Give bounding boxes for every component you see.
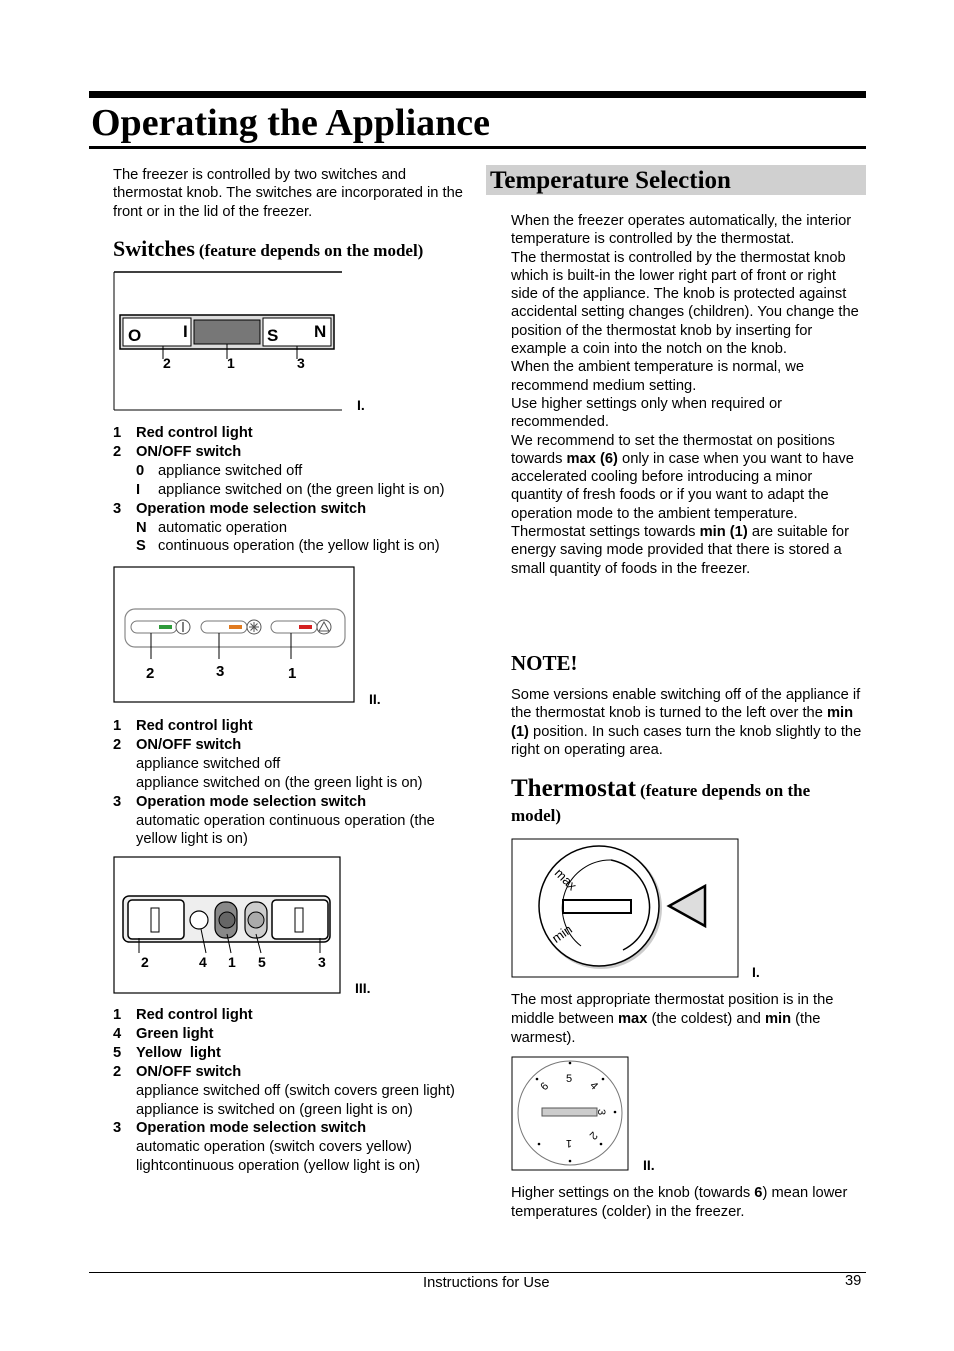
- legend-subitem: N automatic operation: [136, 519, 288, 536]
- thermostat-dial-figure-2: [511, 1056, 631, 1172]
- legend-figure-2: [113, 717, 473, 849]
- legend-item: 1 Red control light: [113, 425, 253, 441]
- orange-indicator: [229, 625, 242, 629]
- temperature-text: [511, 212, 863, 578]
- dial-number-5: 5: [566, 1073, 573, 1085]
- legend-subitem: 0 appliance switched off: [136, 462, 303, 479]
- callout-1: 1: [228, 954, 236, 970]
- temperature-paragraph: The thermostat is controlled by the thermostat knob which is built-in the lower right part of front or right side of the appliance. The knob is protected against accidental setting changes (children). You change the position of the thermostat knob by inserting for example a coin into the notch on the knob.: [511, 249, 859, 358]
- legend-item: 4 Green light: [113, 1025, 214, 1042]
- page-title: Operating the Appliance: [91, 102, 491, 144]
- legend-line: appliance is switched on (green light is on): [136, 1101, 413, 1118]
- callout-2: 2: [146, 665, 155, 682]
- callout-2: 2: [163, 355, 171, 371]
- page-number: 39: [845, 1273, 862, 1289]
- switches-heading-sub: (feature depends on the model): [198, 241, 424, 260]
- switch-panel-figure-2: [113, 566, 358, 706]
- intro-paragraph: The freezer is controlled by two switches and thermostat knob. The switches are incorporated in the front or in the lid of the freezer.: [113, 167, 463, 220]
- legend-subitem: S continuous operation (the yellow light is on): [136, 538, 440, 555]
- legend-item: 2 ON/OFF switch: [113, 736, 242, 753]
- snowflake-icon: [249, 622, 259, 632]
- legend-figure-1: [113, 424, 473, 556]
- footer-rule: [89, 1272, 866, 1273]
- callout-2: 2: [141, 954, 149, 970]
- switches-heading: [113, 236, 423, 262]
- min-label: min: [549, 921, 575, 946]
- legend-subitem: I appliance switched on (the green light is on): [136, 481, 445, 498]
- thermostat-knob-figure-1: [511, 838, 741, 980]
- switch-panel-figure-3: [113, 856, 343, 996]
- temperature-selection-heading: Temperature Selection: [490, 167, 731, 194]
- temperature-paragraph: Thermostat settings towards min (1) are suitable for energy saving mode provided that there is stored a small quantity of foods in the freezer.: [511, 524, 849, 577]
- temperature-paragraph: We recommend to set the thermostat on positions towards max (6) only in case when you want to have accelerated cooling before introducing a minor quantity of fresh foods or if you want to adapt the operation mode to the ambient temperature.: [511, 432, 854, 522]
- temperature-paragraph: When the ambient temperature is normal, we recommend medium setting.: [511, 359, 805, 394]
- switches-heading-main: Switches: [113, 236, 195, 261]
- legend-line: automatic operation (switch covers yellow): [136, 1139, 412, 1156]
- dial-number-1: 1: [565, 1137, 572, 1149]
- red-indicator: [299, 625, 312, 629]
- legend-item: 3 Operation mode selection switch: [113, 793, 367, 810]
- temperature-paragraph: When the freezer operates automatically, the interior temperature is controlled by the thermostat.: [511, 213, 852, 248]
- thermostat-heading-main: Thermostat: [511, 775, 636, 802]
- legend-line: automatic operation continuous operation (the yellow light is on): [136, 812, 435, 848]
- callout-3: 3: [318, 954, 326, 970]
- legend-item: 2 ON/OFF switch: [113, 443, 242, 460]
- thermostat-paragraph-2: Higher settings on the knob (towards 6) mean lower temperatures (colder) in the freezer.: [511, 1185, 848, 1220]
- legend-figure-3: [113, 1006, 473, 1176]
- callout-3: 3: [216, 663, 225, 680]
- figure-label: I.: [357, 397, 365, 413]
- legend-item: 2 ON/OFF switch: [113, 1063, 242, 1080]
- callout-1: 1: [227, 355, 235, 371]
- switch-panel-figure-1: [113, 271, 373, 416]
- thermostat-heading: [511, 777, 861, 829]
- legend-line: lightcontinuous operation (yellow light is on): [136, 1158, 421, 1175]
- dial-number-6: 6: [538, 1080, 552, 1094]
- switch-letter-i: I: [183, 322, 188, 341]
- switch-letter-o: O: [128, 326, 142, 345]
- legend-item: 3 Operation mode selection switch: [113, 500, 367, 517]
- top-rule: [89, 91, 866, 98]
- legend-item: 1 Red control light: [113, 718, 253, 734]
- temperature-paragraph: Use higher settings only when required or recommended.: [511, 395, 783, 431]
- legend-item: 3 Operation mode selection switch: [113, 1120, 367, 1137]
- thermostat-heading-sub: (feature depends on the model): [511, 781, 811, 825]
- green-indicator: [159, 625, 172, 629]
- legend-item: 1 Red control light: [113, 1007, 253, 1023]
- callout-1: 1: [288, 665, 297, 682]
- callout-3: 3: [297, 355, 305, 371]
- switch-letter-n: N: [314, 322, 327, 341]
- callout-5: 5: [258, 954, 266, 970]
- dial-number-2: 2: [586, 1128, 600, 1142]
- figure-label: I.: [752, 964, 760, 980]
- legend-line: appliance switched off: [136, 755, 281, 772]
- dial-number-4: 4: [587, 1079, 601, 1093]
- figure-label: III.: [355, 980, 371, 996]
- thermostat-paragraph-1: The most appropriate thermostat position is in the middle between max (the coldest) and min (the warmest).: [511, 992, 834, 1046]
- legend-line: appliance switched on (the green light is on): [136, 774, 423, 791]
- legend-line: appliance switched off (switch covers green light): [136, 1082, 455, 1099]
- legend-item: 5 Yellow light: [113, 1044, 221, 1061]
- note-paragraph: Some versions enable switching off of the appliance if the thermostat knob is turned to the left over the min (1) position. In such cases turn the knob slightly to the right on operating area.: [511, 687, 862, 758]
- red-light-window: [194, 320, 260, 344]
- callout-4: 4: [199, 954, 207, 970]
- footer-text: Instructions for Use: [423, 1275, 550, 1291]
- title-rule: [89, 146, 866, 149]
- figure-label: II.: [369, 691, 381, 707]
- dial-number-3: 3: [595, 1109, 607, 1116]
- note-heading: NOTE!: [511, 651, 578, 675]
- figure-label: II.: [643, 1157, 655, 1173]
- switch-letter-s: S: [267, 326, 279, 345]
- max-label: max: [551, 865, 580, 894]
